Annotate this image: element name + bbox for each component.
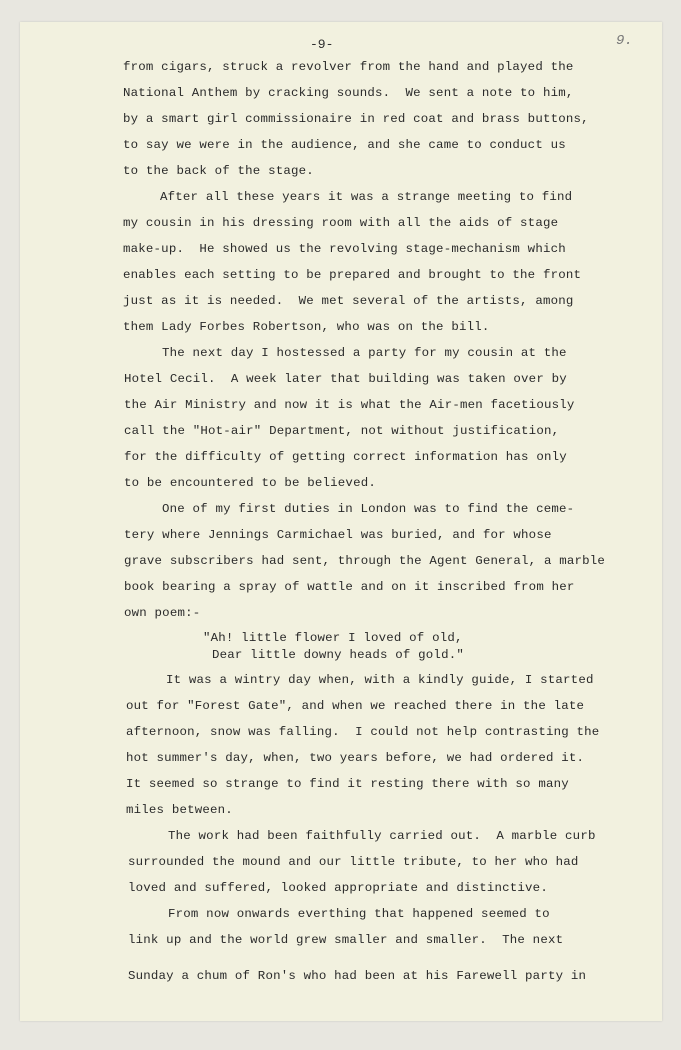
text-line: for the difficulty of getting correct information has only xyxy=(124,450,567,464)
text-line: Sunday a chum of Ron's who had been at his Farewell party in xyxy=(128,969,587,983)
text-line: tery where Jennings Carmichael was buried, and for whose xyxy=(124,528,552,542)
text-line: It was a wintry day when, with a kindly guide, I started xyxy=(166,673,594,687)
text-line: It seemed so strange to find it resting there with so many xyxy=(126,777,569,791)
text-line: to the back of the stage. xyxy=(123,164,314,178)
text-line: The next day I hostessed a party for my cousin at the xyxy=(162,346,567,360)
text-line: book bearing a spray of wattle and on it inscribed from her xyxy=(124,580,575,594)
text-line: them Lady Forbes Robertson, who was on the bill. xyxy=(123,320,490,334)
text-line: National Anthem by cracking sounds. We sent a note to him, xyxy=(123,86,574,100)
page-number: -9- xyxy=(310,37,334,52)
text-line: loved and suffered, looked appropriate and distinctive. xyxy=(128,881,548,895)
text-line: make-up. He showed us the revolving stage-mechanism which xyxy=(123,242,566,256)
text-line: the Air Ministry and now it is what the Air-men facetiously xyxy=(124,398,575,412)
text-line: own poem:- xyxy=(124,606,201,620)
text-line: The work had been faithfully carried out. A marble curb xyxy=(168,829,596,843)
text-line: from cigars, struck a revolver from the hand and played the xyxy=(123,60,574,74)
text-line: From now onwards everthing that happened seemed to xyxy=(168,907,550,921)
text-line: enables each setting to be prepared and brought to the front xyxy=(123,268,582,282)
poem-line: "Ah! little flower I loved of old, xyxy=(203,631,463,645)
text-line: grave subscribers had sent, through the Agent General, a marble xyxy=(124,554,606,568)
text-line: to be encountered to be believed. xyxy=(124,476,376,490)
text-line: afternoon, snow was falling. I could not help contrasting the xyxy=(126,725,600,739)
text-line: call the "Hot-air" Department, not without justification, xyxy=(124,424,560,438)
text-line: my cousin in his dressing room with all the aids of stage xyxy=(123,216,559,230)
text-line: Hotel Cecil. A week later that building was taken over by xyxy=(124,372,567,386)
text-line: just as it is needed. We met several of the artists, among xyxy=(123,294,574,308)
pencil-page-number: 9. xyxy=(616,33,633,49)
text-line: miles between. xyxy=(126,803,233,817)
poem-line: Dear little downy heads of gold." xyxy=(212,648,464,662)
text-line: to say we were in the audience, and she came to conduct us xyxy=(123,138,566,152)
text-line: link up and the world grew smaller and smaller. The next xyxy=(128,933,564,947)
text-line: out for "Forest Gate", and when we reached there in the late xyxy=(126,699,585,713)
text-line: One of my first duties in London was to find the ceme- xyxy=(162,502,575,516)
text-line: by a smart girl commissionaire in red coat and brass buttons, xyxy=(123,112,589,126)
text-line: hot summer's day, when, two years before, we had ordered it. xyxy=(126,751,585,765)
text-line: After all these years it was a strange meeting to find xyxy=(160,190,573,204)
document-page xyxy=(20,22,662,1021)
text-line: surrounded the mound and our little tribute, to her who had xyxy=(128,855,579,869)
